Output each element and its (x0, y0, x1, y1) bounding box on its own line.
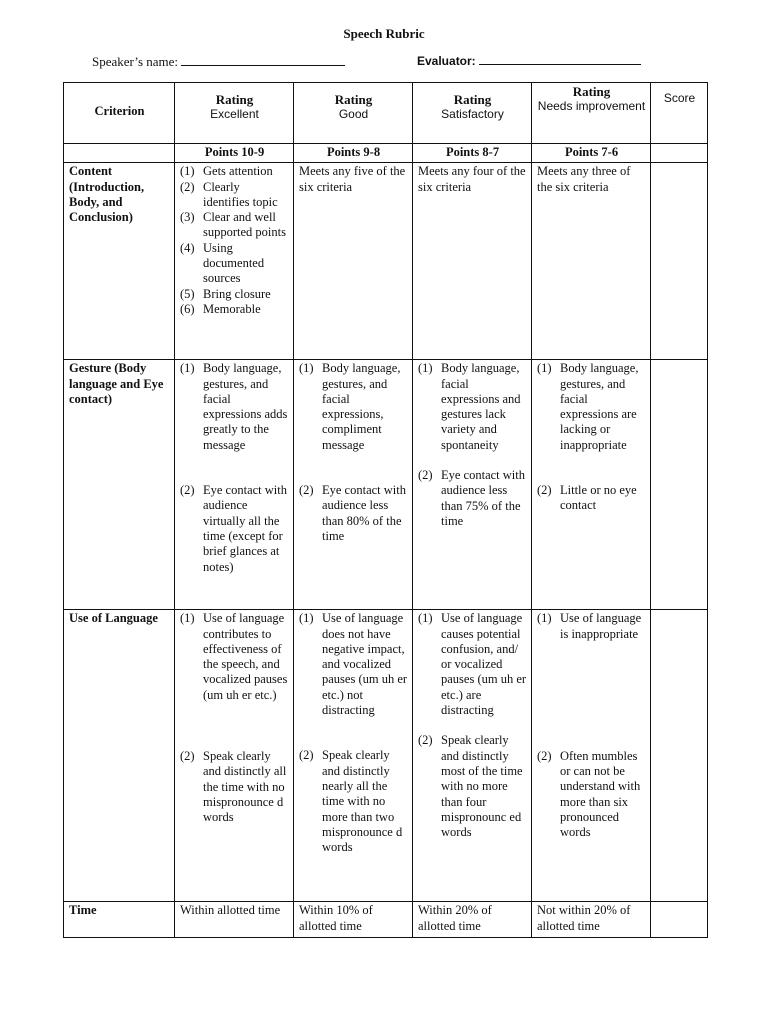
item-text: Clearly identifies topic (203, 179, 278, 209)
content-good: Meets any five of the six criteria (294, 163, 413, 360)
points-row (64, 144, 708, 163)
points-good: Points 9-8 (294, 144, 413, 163)
list-item (299, 748, 408, 855)
time-score[interactable] (651, 902, 708, 938)
list-gap (299, 718, 408, 748)
item-number: (2) (180, 179, 195, 194)
item-text: Clear and well supported points (203, 210, 286, 240)
list-item (180, 287, 289, 302)
gesture-needs-list (537, 361, 646, 513)
points-excellent: Points 10-9 (175, 144, 294, 163)
item-number: (2) (180, 749, 195, 764)
list-item (418, 361, 527, 453)
list-gap (537, 642, 646, 749)
item-number: (1) (180, 361, 195, 376)
list-gap (537, 453, 646, 483)
evaluator-line[interactable] (479, 54, 641, 65)
rating-label: Rating (572, 84, 611, 99)
rating-label: Rating (453, 92, 492, 107)
item-text: Body language, gestures, and facial expressions, compliment message (322, 361, 401, 452)
item-number: (2) (299, 748, 314, 763)
language-excellent-list (180, 611, 289, 825)
gesture-good (294, 360, 413, 610)
list-item (180, 241, 289, 287)
item-number: (2) (418, 733, 433, 748)
item-number: (1) (299, 611, 314, 626)
list-gap (299, 453, 408, 483)
content-satisfactory: Meets any four of the six criteria (413, 163, 532, 360)
evaluator-label: Evaluator: (417, 54, 476, 68)
level-needs-improvement: Needs improvement (537, 99, 646, 114)
list-item (537, 611, 646, 642)
item-text: Use of language causes potential confusion, and/ or vocalized pauses (um uh er etc.) are distracting (441, 611, 527, 718)
item-number: (4) (180, 240, 195, 255)
language-satisfactory-list (418, 611, 527, 840)
list-item (537, 361, 646, 453)
item-number: (5) (180, 286, 195, 301)
language-good-list (299, 611, 408, 855)
item-text: Speak clearly and distinctly nearly all the time with no more than two mispronounce d words (322, 748, 403, 855)
list-item (299, 611, 408, 718)
rating-good-header (294, 83, 413, 144)
gesture-excellent (175, 360, 294, 610)
points-empty-cell (64, 144, 175, 163)
rating-satisfactory-header (413, 83, 532, 144)
time-good: Within 10% of allotted time (294, 902, 413, 938)
item-text: Memorable (203, 301, 261, 316)
gesture-good-list (299, 361, 408, 544)
header-row (64, 83, 708, 144)
list-item (180, 180, 289, 211)
language-needs (532, 610, 651, 902)
item-number: (3) (180, 210, 195, 225)
item-number: (2) (418, 468, 433, 483)
criterion-header: Criterion (64, 83, 175, 144)
list-item (537, 749, 646, 841)
item-text: Body language, gestures, and facial expressions are lacking or inappropriate (560, 361, 639, 452)
item-text: Body language, facial expressions and gestures lack variety and spontaneity (441, 361, 521, 452)
list-item (418, 733, 527, 840)
item-number: (2) (537, 483, 552, 498)
speaker-name-field[interactable] (92, 54, 345, 69)
content-criterion: Content (Introduction, Body, and Conclusion) (64, 163, 175, 360)
list-item (180, 611, 289, 703)
time-satisfactory: Within 20% of allotted time (413, 902, 532, 938)
rating-label: Rating (334, 92, 373, 107)
time-criterion: Time (64, 902, 175, 938)
score-header: Score (651, 83, 708, 144)
item-number: (6) (180, 301, 195, 316)
time-row (64, 902, 708, 938)
item-text: Body language, gestures, and facial expressions adds greatly to the message (203, 361, 288, 452)
language-row (64, 610, 708, 902)
item-text: Eye contact with audience less than 80% of the time (322, 483, 406, 543)
list-item (299, 361, 408, 453)
content-excellent (175, 163, 294, 360)
rating-excellent-header (175, 83, 294, 144)
list-gap (180, 453, 289, 483)
rubric-table (63, 82, 708, 938)
list-gap (418, 453, 527, 468)
item-number: (1) (418, 611, 433, 626)
item-text: Gets attention (203, 164, 273, 179)
level-good: Good (338, 107, 369, 122)
item-text: Use of language does not have negative impact, and vocalized pauses (um uh er etc.) not distracting (322, 611, 408, 718)
list-item (299, 483, 408, 544)
item-number: (2) (180, 483, 195, 498)
language-excellent (175, 610, 294, 902)
list-item (180, 483, 289, 575)
item-number: (1) (180, 164, 195, 179)
language-good (294, 610, 413, 902)
language-needs-list (537, 611, 646, 840)
level-excellent: Excellent (210, 107, 259, 122)
content-excellent-list (180, 164, 289, 317)
item-text: Speak clearly and distinctly most of the time with no more than four mispronounc ed words (441, 733, 523, 840)
gesture-needs (532, 360, 651, 610)
language-criterion: Use of Language (64, 610, 175, 902)
rating-label: Rating (215, 92, 254, 107)
document-title: Speech Rubric (343, 26, 425, 41)
speaker-name-label: Speaker’s name: (92, 54, 179, 69)
item-text: Speak clearly and distinctly all the time with no mispronounce d words (203, 749, 287, 825)
gesture-satisfactory-list (418, 361, 527, 529)
language-score[interactable] (651, 610, 708, 902)
content-row (64, 163, 708, 360)
list-item (180, 302, 289, 317)
item-number: (1) (418, 361, 433, 376)
item-text: Eye contact with audience less than 75% of the time (441, 468, 525, 528)
language-satisfactory (413, 610, 532, 902)
item-text: Use of language contributes to effectiveness of the speech, and vocalized pauses (um uh er etc.) (203, 611, 288, 702)
list-item (537, 483, 646, 514)
gesture-score[interactable] (651, 360, 708, 610)
evaluator-field[interactable] (417, 54, 641, 68)
item-number: (2) (537, 748, 552, 763)
gesture-row (64, 360, 708, 610)
list-gap (180, 703, 289, 749)
item-number: (1) (537, 611, 552, 626)
item-text: Eye contact with audience virtually all the time (except for brief glances at notes) (203, 483, 287, 574)
item-number: (2) (299, 483, 314, 498)
gesture-excellent-list (180, 361, 289, 575)
item-text: Bring closure (203, 286, 271, 301)
list-item (180, 749, 289, 825)
list-item (180, 164, 289, 179)
item-number: (1) (537, 361, 552, 376)
content-needs: Meets any three of the six criteria (532, 163, 651, 360)
item-text: Little or no eye contact (560, 483, 637, 513)
list-item (418, 611, 527, 718)
points-score-cell (651, 144, 708, 163)
name-fields (92, 54, 476, 70)
gesture-satisfactory (413, 360, 532, 610)
item-text: Use of language is inappropriate (560, 611, 642, 641)
points-satisfactory: Points 8-7 (413, 144, 532, 163)
points-needs: Points 7-6 (532, 144, 651, 163)
item-number: (1) (299, 361, 314, 376)
item-number: (1) (180, 611, 195, 626)
list-item (418, 468, 527, 529)
list-item (180, 361, 289, 453)
level-satisfactory: Satisfactory (441, 107, 504, 122)
item-text: Using documented sources (203, 240, 265, 286)
gesture-criterion: Gesture (Body language and Eye contact) (64, 360, 175, 610)
time-needs: Not within 20% of allotted time (532, 902, 651, 938)
item-text: Often mumbles or can not be understand with more than six pronounced words (560, 748, 641, 840)
list-item (180, 210, 289, 241)
content-score[interactable] (651, 163, 708, 360)
time-excellent: Within allotted time (175, 902, 294, 938)
speaker-name-line[interactable] (181, 55, 345, 66)
list-gap (418, 718, 527, 733)
rating-needs-header (532, 83, 651, 144)
